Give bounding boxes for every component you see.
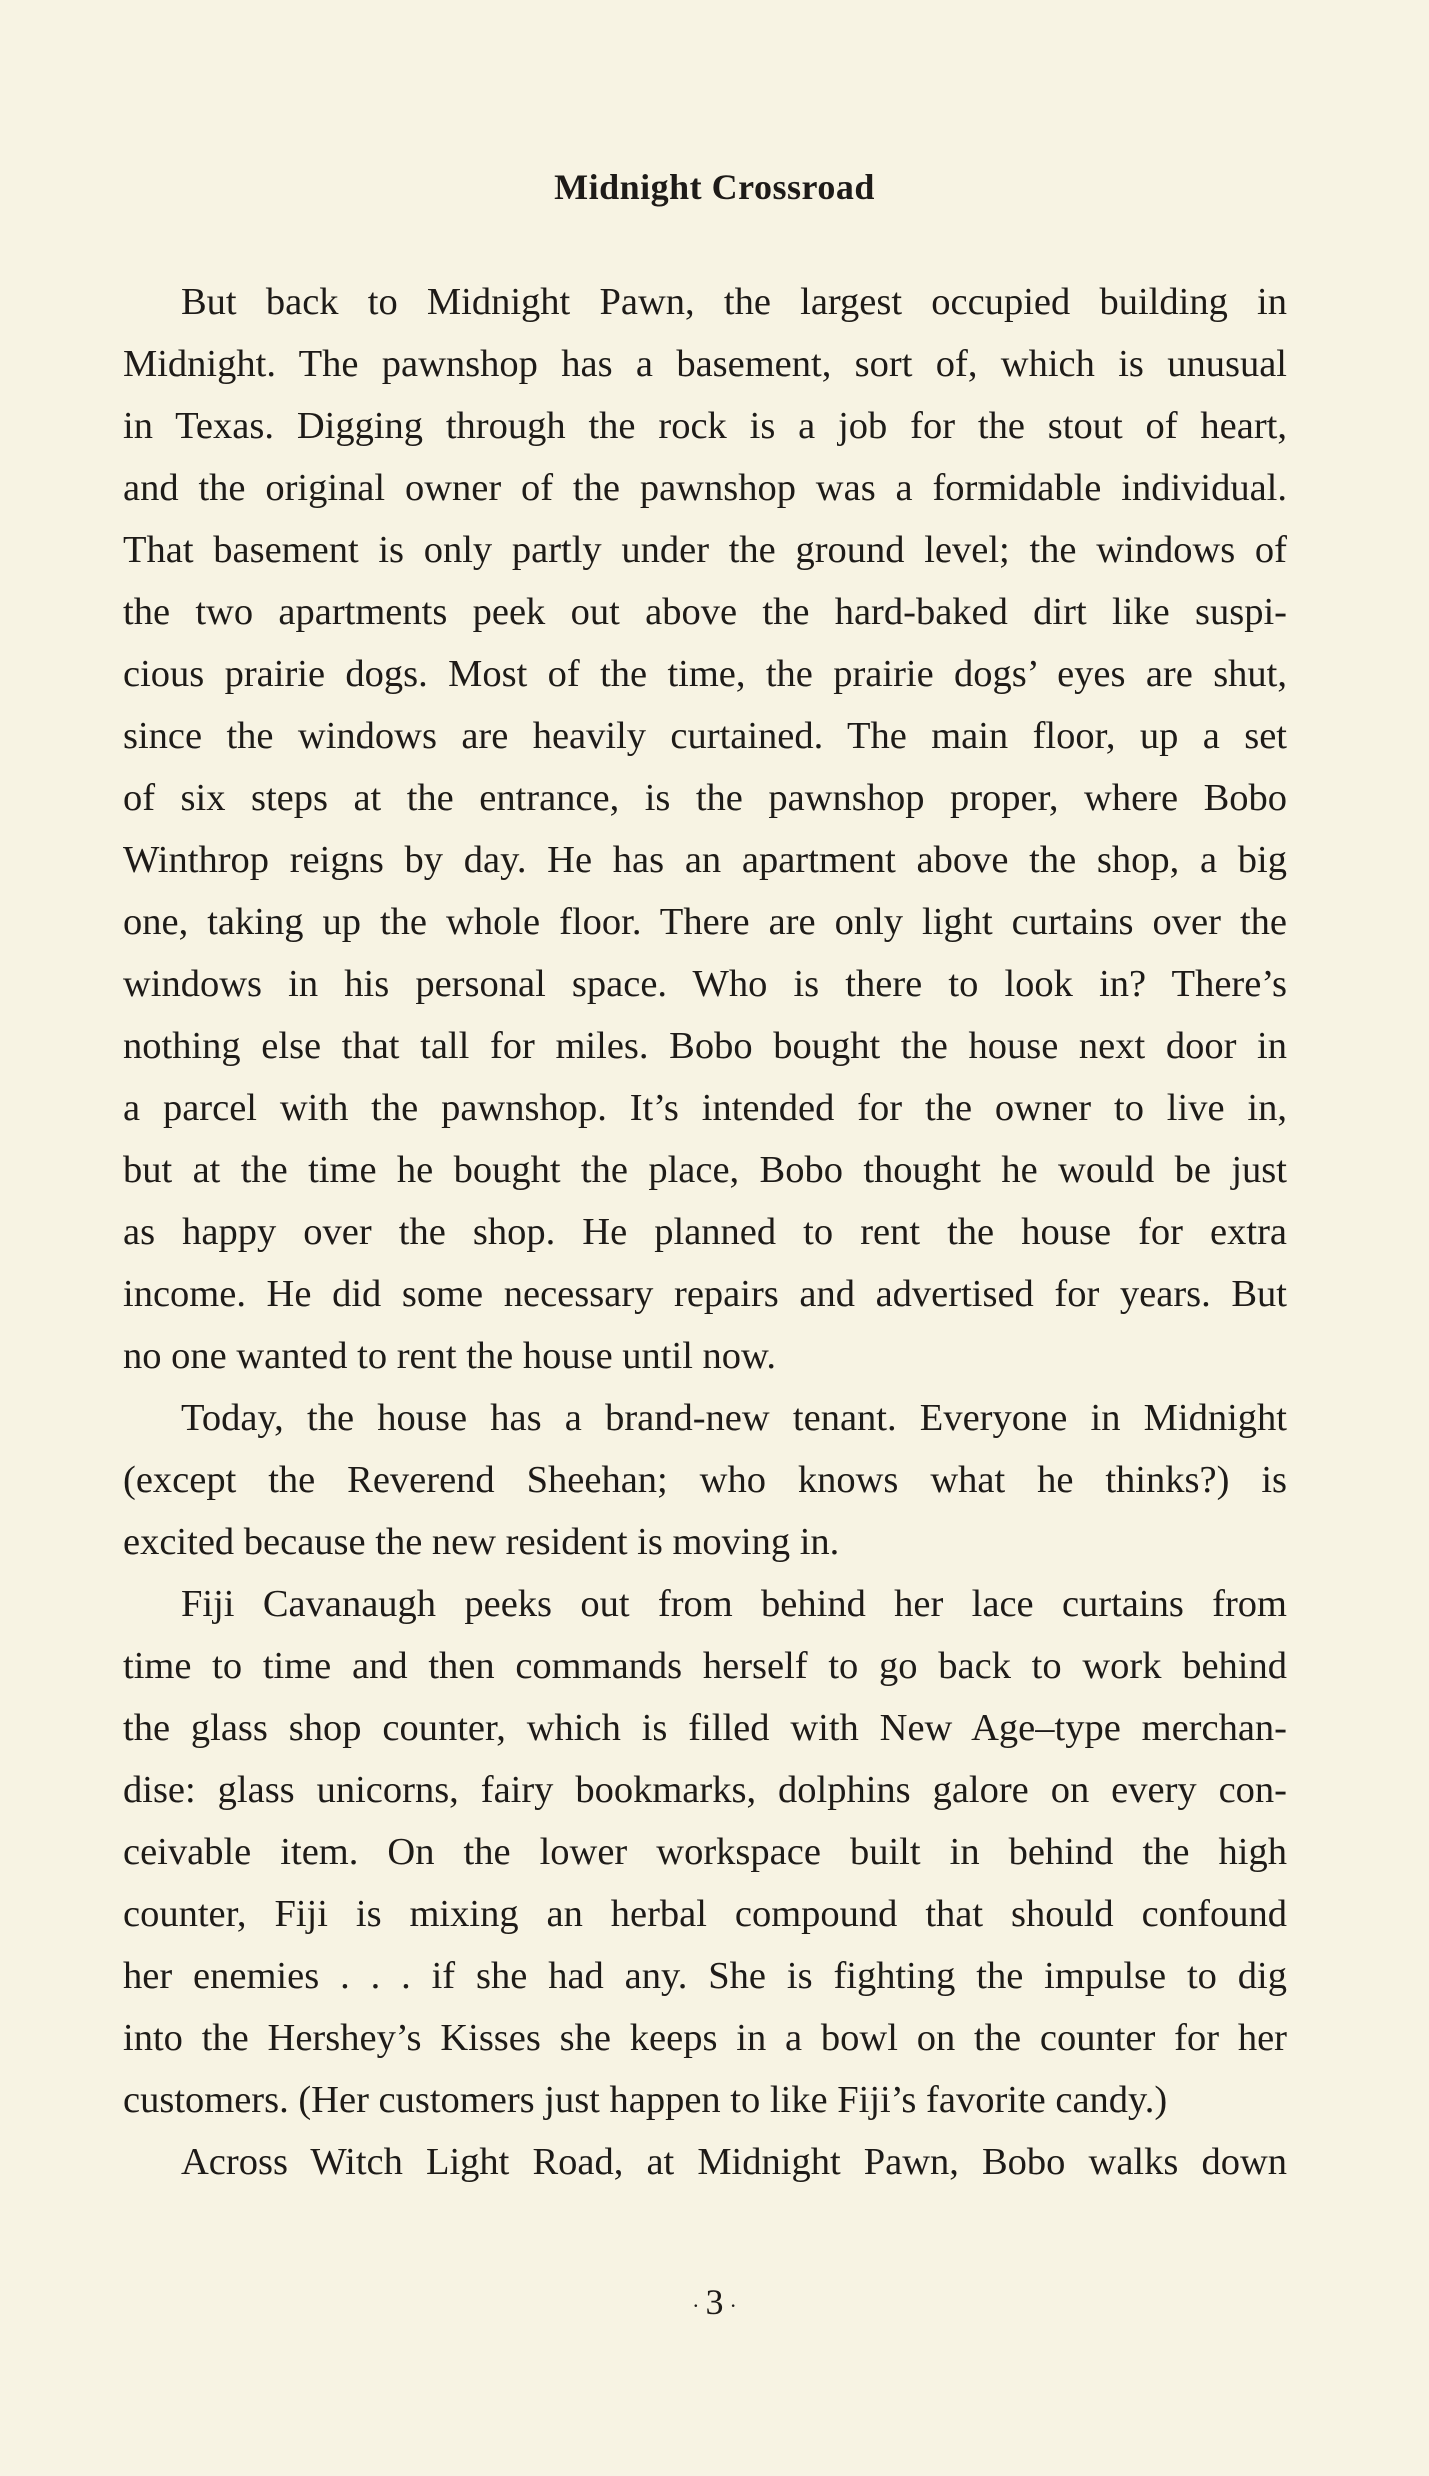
text-line: a parcel with the pawnshop. It’s intended for the owner to live in, — [123, 1087, 1287, 1129]
body-text — [123, 271, 1287, 2193]
text-line: as happy over the shop. He planned to rent the house for extra — [123, 1211, 1287, 1253]
text-line: one, taking up the whole floor. There are only light curtains over the — [123, 901, 1287, 943]
text-line: cious prairie dogs. Most of the time, the prairie dogs’ eyes are shut, — [123, 653, 1287, 695]
folio-ornament-left: · — [692, 2292, 700, 2318]
text-line: That basement is only partly under the ground level; the windows of — [123, 529, 1287, 571]
paragraph — [123, 2131, 1287, 2193]
paragraph — [123, 1387, 1287, 1573]
text-line: the two apartments peek out above the hard-baked dirt like suspi- — [123, 591, 1287, 633]
text-line: Across Witch Light Road, at Midnight Pawn, Bobo walks down — [181, 2141, 1287, 2183]
text-line: in Texas. Digging through the rock is a job for the stout of heart, — [123, 405, 1287, 447]
text-line: Winthrop reigns by day. He has an apartment above the shop, a big — [123, 839, 1287, 881]
text-line: nothing else that tall for miles. Bobo bought the house next door in — [123, 1025, 1287, 1067]
text-line: Fiji Cavanaugh peeks out from behind her lace curtains from — [181, 1583, 1287, 1625]
folio-ornament-right: · — [729, 2292, 737, 2318]
text-line: dise: glass unicorns, fairy bookmarks, dolphins galore on every con- — [123, 1769, 1287, 1811]
text-line: of six steps at the entrance, is the pawnshop proper, where Bobo — [123, 777, 1287, 819]
text-line: and the original owner of the pawnshop was a formidable individual. — [123, 467, 1287, 509]
text-line: time to time and then commands herself to go back to work behind — [123, 1645, 1287, 1687]
running-head: Midnight Crossroad — [554, 167, 875, 207]
text-line: the glass shop counter, which is filled with New Age–type merchan- — [123, 1707, 1287, 1749]
text-line: Today, the house has a brand-new tenant. Everyone in Midnight — [181, 1397, 1287, 1439]
page-number — [0, 2281, 1429, 2323]
paragraph — [123, 1573, 1287, 2131]
paragraph — [123, 271, 1287, 1387]
text-line: customers. (Her customers just happen to like Fiji’s favorite candy.) — [123, 2079, 1168, 2121]
text-line: into the Hershey’s Kisses she keeps in a bowl on the counter for her — [123, 2017, 1287, 2059]
text-line: counter, Fiji is mixing an herbal compound that should confound — [123, 1893, 1287, 1935]
page-number-value: 3 — [705, 2282, 724, 2322]
text-line: income. He did some necessary repairs and advertised for years. But — [123, 1273, 1287, 1315]
text-line: no one wanted to rent the house until now. — [123, 1335, 776, 1377]
text-line: since the windows are heavily curtained. The main floor, up a set — [123, 715, 1287, 757]
text-line: Midnight. The pawnshop has a basement, sort of, which is unusual — [123, 343, 1287, 385]
text-line: windows in his personal space. Who is there to look in? There’s — [123, 963, 1287, 1005]
text-line: her enemies . . . if she had any. She is fighting the impulse to dig — [123, 1955, 1287, 1997]
text-line: ceivable item. On the lower workspace built in behind the high — [123, 1831, 1287, 1873]
text-line: but at the time he bought the place, Bobo thought he would be just — [123, 1149, 1287, 1191]
text-line: But back to Midnight Pawn, the largest occupied building in — [181, 281, 1287, 323]
text-line: (except the Reverend Sheehan; who knows what he thinks?) is — [123, 1459, 1287, 1501]
text-line: excited because the new resident is moving in. — [123, 1521, 840, 1563]
